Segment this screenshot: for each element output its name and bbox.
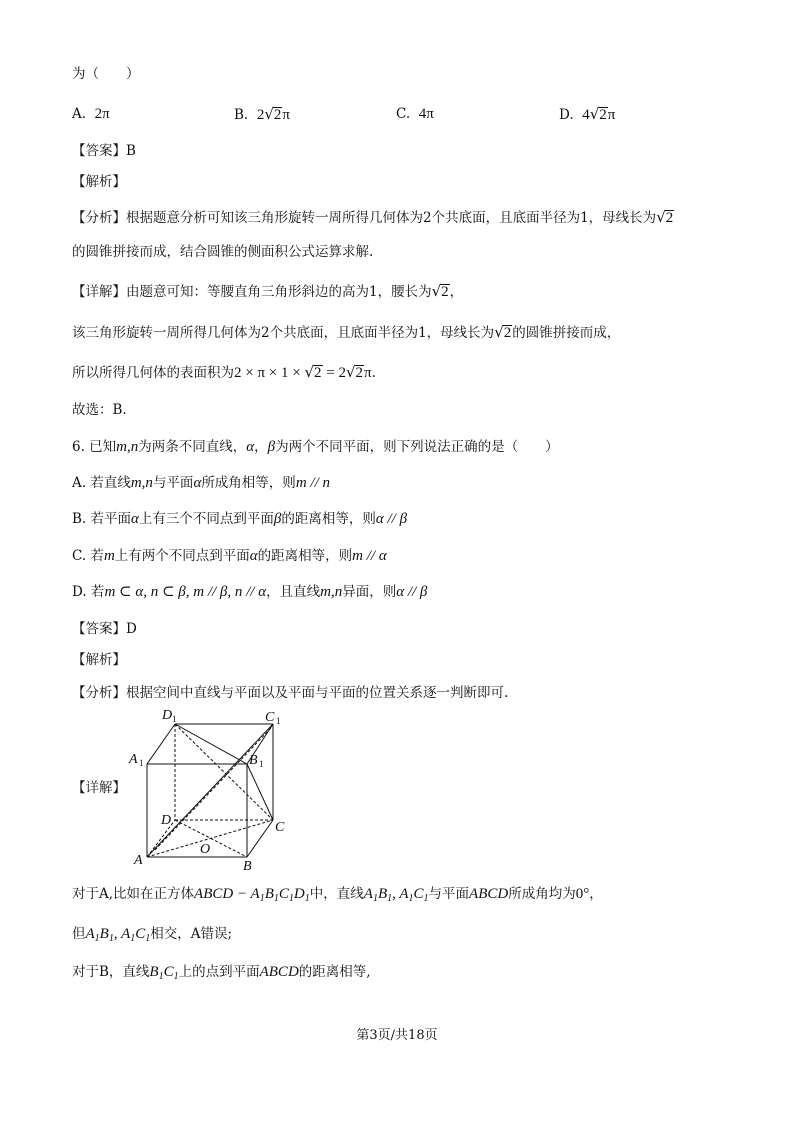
q5-stem-tail: 为（ ） <box>72 66 140 82</box>
option-b-value: 2√2π <box>256 105 290 123</box>
q6-detail-tag: 【详解】 <box>72 780 126 796</box>
svg-text:1: 1 <box>259 759 264 769</box>
q6-fenxi: 【分析】根据空间中直线与平面以及平面与平面的位置关系逐一判断即可. <box>72 685 509 701</box>
q6-stem: 6. 已知m,n为两条不同直线，α，β为两个不同平面，则下列说法正确的是（ ） <box>72 439 559 455</box>
svg-text:C: C <box>265 710 275 725</box>
svg-text:O: O <box>200 842 211 857</box>
q6-detail-a: 对于A,比如在正方体ABCD − $A_1B_1C_1D_1$中，直线$A_1B_1$, $A_1C_1$与平面ABCD所成角均为0°， <box>72 886 603 904</box>
q5-detail-2: 该三角形旋转一周所得几何体为2个共底面，且底面半径为1，母线长为√2的圆锥拼接而成， <box>72 323 621 341</box>
q5-option-c[interactable]: C. 4π <box>396 106 434 122</box>
cube-figure <box>125 700 305 870</box>
svg-text:C: C <box>275 820 285 835</box>
page-footer: 第3页/共18页 <box>356 1028 438 1043</box>
option-a-value: 2π <box>94 106 110 122</box>
q5-option-d[interactable]: D. 4√2π <box>559 105 616 123</box>
q5-detail-1: 【详解】由题意可知：等腰直角三角形斜边的高为1，腰长为√2， <box>72 282 464 300</box>
q6-option-c[interactable]: C. 若m上有两个不同点到平面α的距离相等，则m // α <box>72 548 387 564</box>
diag-parallel-hidden <box>155 728 271 850</box>
diag-d1b1 <box>175 724 247 764</box>
q6-answer: 【答案】D <box>72 621 137 637</box>
q5-analysis-tag: 【解析】 <box>72 174 126 190</box>
q6-analysis-tag: 【解析】 <box>72 652 126 668</box>
svg-text:B: B <box>243 859 252 870</box>
q5-answer: 【答案】B <box>72 143 136 159</box>
svg-text:A: A <box>129 752 138 767</box>
q5-conclusion: 故选：B. <box>72 402 127 418</box>
svg-text:B: B <box>249 753 258 768</box>
q6-detail-b: 对于B，直线$B_1C_1$上的点到平面ABCD的距离相等, <box>72 964 371 982</box>
q6-option-d[interactable]: D. 若m ⊂ α, n ⊂ β, m // β, n // α，且直线m,n异面，则α // β <box>72 584 428 600</box>
diag-d1c-hidden <box>175 724 273 820</box>
q5-option-a[interactable]: A. 2π <box>72 106 110 122</box>
svg-text:1: 1 <box>276 716 281 726</box>
q5-option-b[interactable]: B. 2√2π <box>234 105 290 123</box>
option-d-value: 4√2π <box>582 105 616 123</box>
q6-option-a[interactable]: A. 若直线m,n与平面α所成角相等，则m // n <box>72 475 330 491</box>
svg-text:1: 1 <box>172 714 177 724</box>
svg-text:D: D <box>162 708 173 723</box>
diag-bd-hidden <box>175 820 247 857</box>
edge-a1d1 <box>147 724 175 764</box>
q6-detail-a-cont: 但$A_1B_1$, $A_1C_1$相交，A错误; <box>72 926 233 944</box>
svg-text:1: 1 <box>139 758 144 768</box>
diag-b1c <box>247 764 273 820</box>
q5-detail-3: 所以所得几何体的表面积为2 × π × 1 × √2 = 2√2π. <box>72 363 376 381</box>
svg-text:D: D <box>161 813 172 828</box>
svg-text:A: A <box>134 853 143 868</box>
option-c-value: 4π <box>418 106 434 122</box>
q5-fenxi-cont: 的圆锥拼接而成，结合圆锥的侧面积公式运算求解. <box>72 244 374 260</box>
q6-option-b[interactable]: B. 若平面α上有三个不同点到平面β的距离相等，则α // β <box>72 511 408 527</box>
q5-fenxi: 【分析】根据题意分析可知该三角形旋转一周所得几何体为2个共底面，且底面半径为1，母线长为√2 <box>72 208 674 226</box>
edge-bc <box>247 820 273 857</box>
